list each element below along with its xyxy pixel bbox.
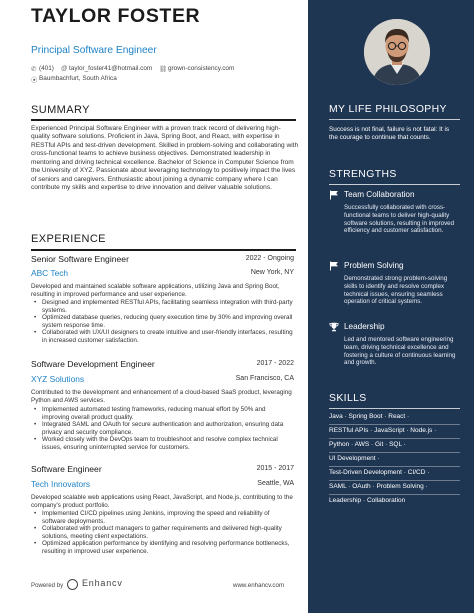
skills-line: SAML · OAuth · Problem Solving ·: [329, 483, 428, 490]
job-bullet: • Optimized application performance by identifying and resolving performance bottlenecks, resulting in improved user experience.: [31, 540, 293, 555]
enhancv-brand-text: Enhancv: [82, 578, 123, 588]
job-bullets: [31, 406, 293, 452]
skills-divider: [329, 408, 460, 409]
strength-description: Successfully collaborated with cross-functional teams to deliver high-quality software solutions, resulting in improved efficiency and customer satisfaction.: [344, 204, 455, 235]
strengths-divider: [329, 184, 460, 185]
strength-title: Problem Solving: [344, 261, 404, 270]
summary-heading: SUMMARY: [31, 104, 90, 116]
candidate-role: Principal Software Engineer: [31, 45, 157, 56]
job-location: Seattle, WA: [257, 480, 294, 487]
skills-line: Python · AWS · Git · SQL ·: [329, 441, 406, 448]
link-icon: ⛓: [159, 66, 168, 73]
job-title: Software Development Engineer: [31, 359, 155, 369]
experience-entry: [31, 254, 296, 344]
candidate-name: TAYLOR FOSTER: [31, 5, 201, 27]
email-link[interactable]: taylor_foster41@hotmail.com: [69, 65, 153, 72]
trophy-icon: [329, 322, 339, 332]
strength-title: Team Collaboration: [344, 190, 415, 199]
skills-heading: SKILLS: [329, 393, 367, 404]
job-bullet: • Worked closely with the DevOps team to troubleshoot and resolve complex technical issues, ensuring uninterrupted service for customers.: [31, 436, 293, 451]
summary-divider: [31, 119, 296, 121]
job-title: Senior Software Engineer: [31, 254, 129, 264]
skills-line: RESTful APIs · JavaScript · Node.js ·: [329, 427, 437, 434]
location-text: Baumbachfurt, South Africa: [39, 75, 117, 82]
strength-title: Leadership: [344, 322, 385, 331]
job-dates: 2015 - 2017: [256, 465, 294, 472]
skills-line-divider: [329, 452, 460, 453]
job-bullet: • Designed and implemented RESTful APIs, facilitating seamless integration with third-party systems.: [31, 299, 293, 314]
skills-line: UI Development ·: [329, 455, 380, 462]
skills-line: Test-Driven Development · CI/CD ·: [329, 469, 430, 476]
job-title: Software Engineer: [31, 464, 102, 474]
philosophy-divider: [329, 119, 460, 120]
profile-photo: [364, 19, 430, 85]
strengths-heading: STRENGTHS: [329, 169, 397, 180]
job-location: San Francisco, CA: [235, 375, 294, 382]
job-bullet: • Implemented automated testing frameworks, reducing manual effort by 50% and improving overall product quality.: [31, 406, 293, 421]
strength-description: Demonstrated strong problem-solving skills to identify and resolve complex technical issues, ensuring seamless operation of critical systems.: [344, 275, 448, 306]
philosophy-text: Success is not final, failure is not fatal: It is the courage to continue that counts.: [329, 126, 450, 142]
footer-website-link[interactable]: www.enhancv.com: [233, 582, 285, 589]
skills-line-divider: [329, 480, 460, 481]
skills-line: Leadership · Collaboration: [329, 497, 406, 504]
flag-icon: [329, 190, 339, 200]
website-link[interactable]: grown-consistency.com: [168, 65, 235, 72]
enhancv-logo-icon: [67, 579, 78, 590]
powered-by-label: Powered by: [31, 582, 64, 589]
location-pin-icon: ⦿: [31, 77, 38, 84]
skills-line: Java · Spring Boot · React ·: [329, 413, 410, 420]
sidebar: [308, 0, 474, 613]
at-icon: @: [61, 65, 68, 72]
profile-photo-illustration: [364, 19, 430, 85]
experience-heading: EXPERIENCE: [31, 233, 106, 245]
philosophy-heading: MY LIFE PHILOSOPHY: [329, 104, 447, 115]
job-company: XYZ Solutions: [31, 374, 85, 384]
job-bullet: • Integrated SAML and OAuth for secure authentication and authorization, ensuring data privacy and security compliance.: [31, 421, 293, 436]
experience-entry: [31, 359, 296, 451]
job-location: New York, NY: [250, 269, 294, 276]
flag-icon: [329, 261, 339, 271]
strength-description: Led and mentored software engineering team, driving technical excellence and fostering a culture of continuous learning and growth.: [344, 336, 456, 367]
skills-line-divider: [329, 494, 460, 495]
summary-text: Experienced Principal Software Engineer with a proven track record of delivering high-quality software solutions. Proficient in Java, Spring Boot, and React, with expertise in RESTful APIs and test-driven development. Skilled in problem-solving and collaborating with cross-functional teams to achieve business objectives. Demonstrated leadership in mentoring and driving technical excellence. Bachelor of Science in Computer Science from the University of XYZ. Passionate about leveraging technology to positively impact the lives of seniors and caregivers. Enthusiastic about joining a dynamic company where I can contribute my skills and expertise to drive innovation and deliver valuable solutions.: [31, 125, 299, 192]
skills-line-divider: [329, 438, 460, 439]
job-bullet: • Collaborated with product managers to gather requirements and delivered high-quality solutions, meeting client expectations.: [31, 525, 293, 540]
experience-divider: [31, 249, 296, 251]
experience-entry: [31, 464, 296, 555]
job-description: Developed scalable web applications using React, JavaScript, and Node.js, contributing to the company's product portfolio.: [31, 494, 293, 509]
job-dates: 2022 - Ongoing: [245, 255, 294, 262]
skills-line-divider: [329, 466, 460, 467]
job-bullet: • Optimized database queries, reducing query execution time by 30% and improving overall system response time.: [31, 314, 293, 329]
job-description: Developed and maintained scalable software applications, utilizing Java and Spring Boot, resulting in improved performance and user experience.: [31, 283, 280, 298]
skills-line-divider: [329, 424, 460, 425]
job-company: Tech Innovators: [31, 479, 91, 489]
job-bullet: • Collaborated with UX/UI designers to create intuitive and user-friendly interfaces, resulting in increased customer satisfaction.: [31, 329, 293, 344]
enhancv-logo[interactable]: [67, 578, 125, 592]
job-dates: 2017 - 2022: [256, 360, 294, 367]
job-bullets: [31, 299, 293, 345]
job-description: Contributed to the development and enhancement of a cloud-based SaaS product, leveraging Python and AWS services.: [31, 389, 292, 404]
phone-text: (401): [39, 65, 54, 72]
job-bullet: • Implemented CI/CD pipelines using Jenkins, improving the speed and reliability of software deployments.: [31, 510, 293, 525]
job-company: ABC Tech: [31, 268, 69, 278]
job-bullets: [31, 510, 293, 556]
phone-icon: ✆: [31, 66, 37, 73]
